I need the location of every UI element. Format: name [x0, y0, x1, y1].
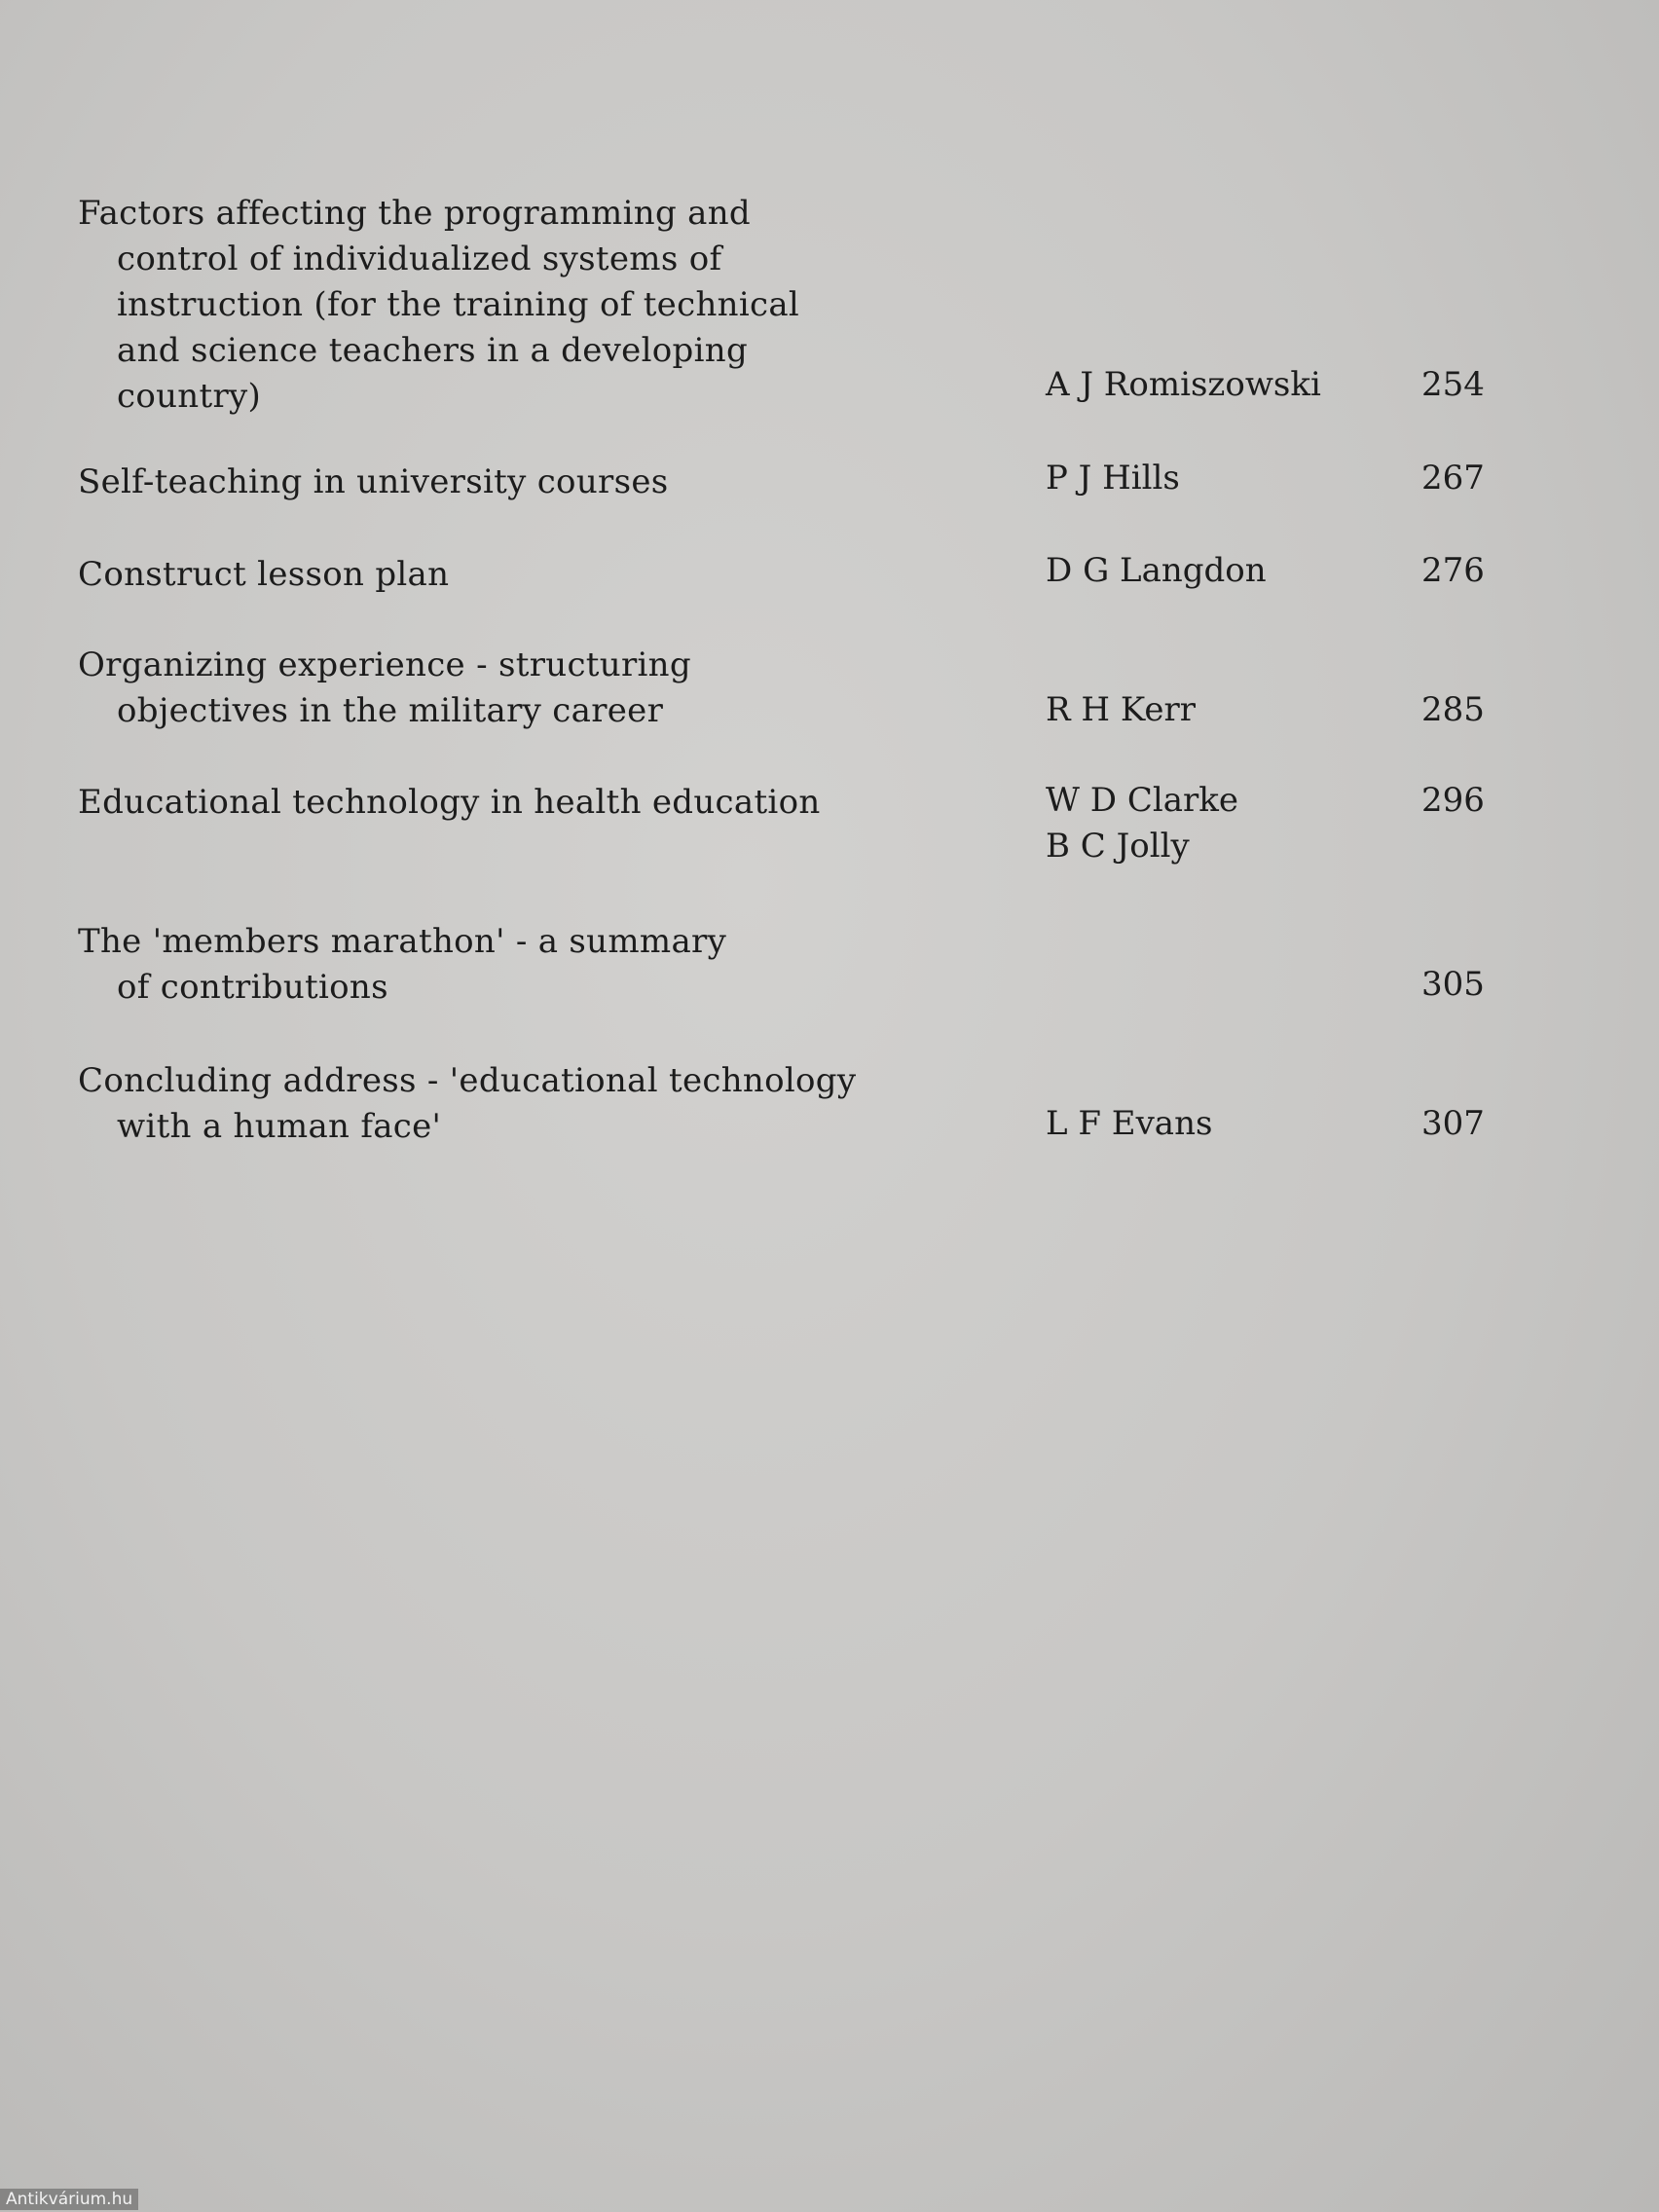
author-name: P J Hills [1046, 459, 1180, 498]
entry-page-number: 305 [1421, 965, 1485, 1004]
entry-authors [1046, 1101, 1357, 1147]
entry-title-line: of contributions [117, 968, 388, 1007]
entry-authors [1046, 456, 1357, 501]
entry-title-line: Factors affecting the programming and [78, 194, 751, 233]
entry-title-line: The 'members marathon' - a summary [78, 922, 727, 961]
entry-title [78, 919, 954, 1011]
entry-page-number: 276 [1421, 551, 1485, 590]
entry-title-line: instruction (for the training of technical [117, 285, 800, 324]
entry-title [78, 552, 954, 598]
entry-title [78, 1058, 954, 1150]
entry-authors [1046, 362, 1357, 408]
entry-page-number: 296 [1421, 781, 1485, 820]
entry-title-line: control of individualized systems of [117, 240, 722, 278]
entry-page-number: 285 [1421, 690, 1485, 729]
entry-title-line: objectives in the military career [117, 691, 664, 730]
author-name: A J Romiszowski [1046, 365, 1321, 404]
entry-title-line: country) [117, 377, 262, 416]
entry-page-number: 254 [1421, 365, 1485, 404]
entry-page-number: 307 [1421, 1104, 1485, 1143]
entry-title-line: Organizing experience - structuring [78, 645, 691, 684]
entry-authors [1046, 548, 1357, 594]
entry-title-line: Construct lesson plan [78, 555, 450, 594]
entry-title-line: Concluding address - 'educational technology [78, 1061, 857, 1100]
author-name: L F Evans [1046, 1104, 1213, 1143]
entry-title [78, 643, 954, 734]
entry-title-line: Educational technology in health education [78, 783, 821, 822]
entry-authors [1046, 687, 1357, 733]
entry-title [78, 191, 954, 420]
entry-title [78, 780, 954, 826]
author-name: B C Jolly [1046, 827, 1190, 866]
author-name: W D Clarke [1046, 781, 1238, 820]
entry-title-line: Self-teaching in university courses [78, 462, 669, 501]
author-name: D G Langdon [1046, 551, 1267, 590]
author-name: R H Kerr [1046, 690, 1196, 729]
watermark-label: Antikvárium.hu [0, 2189, 138, 2210]
entry-authors [1046, 778, 1357, 869]
entry-title-line: with a human face' [117, 1107, 442, 1146]
entry-page-number: 267 [1421, 459, 1485, 498]
entry-title-line: and science teachers in a developing [117, 331, 749, 370]
entry-title [78, 460, 954, 505]
